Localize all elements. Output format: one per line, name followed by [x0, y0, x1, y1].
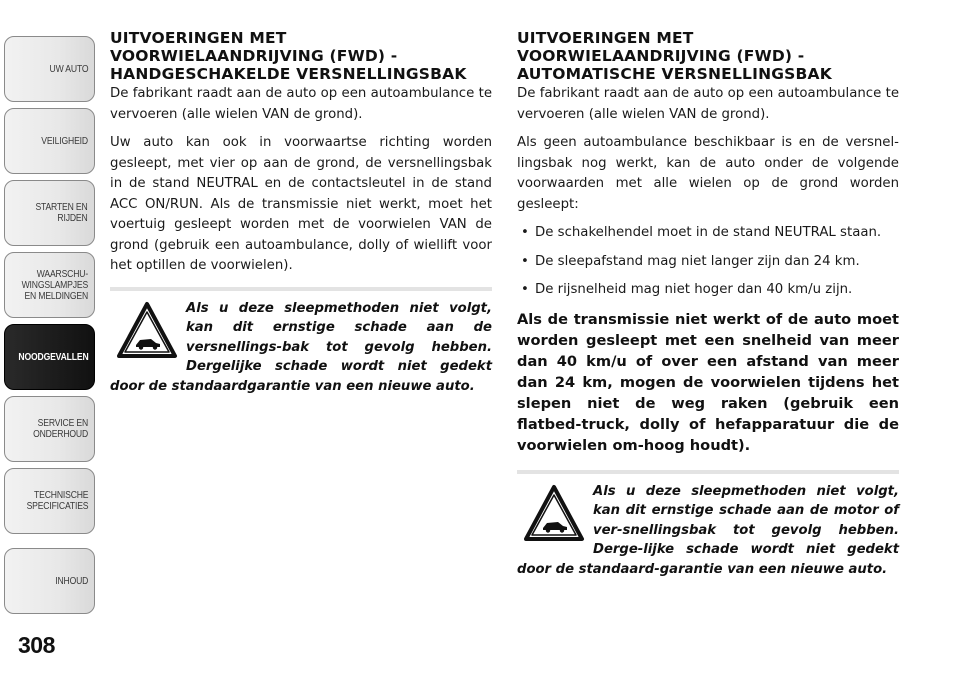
chapter-tabs: [0, 0, 100, 678]
tab-veiligheid[interactable]: VEILIGHEID: [4, 108, 95, 174]
left-paragraph-2: Uw auto kan ook in voorwaartse richting worden gesleept, met vier op aan de grond, de versnellingsbak in de stand NEUTRAL en de contactsleutel in de stand ACC ON/RUN. Als de transmissie niet werkt, moet het voertuig gesleept worden met de voorwielen VAN de grond (gebruik een autoambulance, dolly of wiellift voor het optillen de voorwielen).: [110, 135, 492, 273]
list-item: • De sleepafstand mag niet langer zijn dan 24 km.: [517, 252, 899, 273]
tab-waarschuwingslampjes[interactable]: WAARSCHU- WINGSLAMPJES EN MELDINGEN: [4, 252, 95, 318]
right-heading: UITVOERINGEN MET VOORWIELAANDRIJVING (FWD) - AUTOMATISCHE VERSNELLINGSBAK: [517, 29, 832, 83]
tab-uw-auto[interactable]: UW AUTO: [4, 36, 95, 102]
list-item: • De schakelhendel moet in de stand NEUTRAL staan.: [517, 223, 899, 244]
right-warning-box: [517, 470, 899, 580]
tab-service-en-onderhoud[interactable]: SERVICE EN ONDERHOUD: [4, 396, 95, 462]
warning-triangle-icon: [523, 484, 585, 542]
page-number: 308: [18, 632, 55, 658]
tab-starten-en-rijden[interactable]: STARTEN EN RIJDEN: [4, 180, 95, 246]
left-paragraph-1: De fabrikant raadt aan de auto op een autoambulance te vervoeren (alle wielen VAN de grond).: [110, 86, 492, 122]
tab-inhoud[interactable]: INHOUD: [4, 548, 95, 614]
right-bold-paragraph: Als de transmissie niet werkt of de auto moet worden gesleept met een snelheid van meer dan 40 km/u of over een afstand van meer dan 24 km, mogen de voorwielen tijdens het slepen niet de weg raken (gebruik een flatbed-truck, dolly of hefapparatuur die de voorwielen om-hoog houdt).: [517, 310, 899, 454]
right-column: [517, 29, 899, 579]
warning-triangle-icon: [116, 301, 178, 359]
left-warning-text: Als u deze sleepmethoden niet volgt, kan dit ernstige schade aan de versnellings-bak tot gevolg hebben. Dergelijke schade wordt niet gedekt door de standaardgarantie van een nieuwe auto.: [110, 300, 492, 394]
left-heading: UITVOERINGEN MET VOORWIELAANDRIJVING (FWD) - HANDGESCHAKELDE VERSNELLINGSBAK: [110, 29, 467, 83]
tab-technische-specificaties[interactable]: TECHNISCHE SPECIFICATIES: [4, 468, 95, 534]
left-warning-box: [110, 287, 492, 397]
tab-noodgevallen[interactable]: NOODGEVALLEN: [4, 324, 95, 390]
conditions-list: [517, 223, 899, 301]
right-warning-text: Als u deze sleepmethoden niet volgt, kan dit ernstige schade aan de motor of ver-snellingsbak tot gevolg hebben. Derge-lijke schade wordt niet gedekt door de standaard-garantie van een nieuwe auto.: [517, 483, 899, 577]
right-paragraph-2: Als geen autoambulance beschikbaar is en de versnel-lingsbak nog werkt, kan de auto onder de volgende voorwaarden met alle wielen op de grond worden gesleept:: [517, 135, 899, 212]
right-paragraph-1: De fabrikant raadt aan de auto op een autoambulance te vervoeren (alle wielen VAN de grond).: [517, 86, 899, 122]
list-item: • De rijsnelheid mag niet hoger dan 40 km/u zijn.: [517, 280, 899, 301]
left-column: [110, 29, 492, 396]
